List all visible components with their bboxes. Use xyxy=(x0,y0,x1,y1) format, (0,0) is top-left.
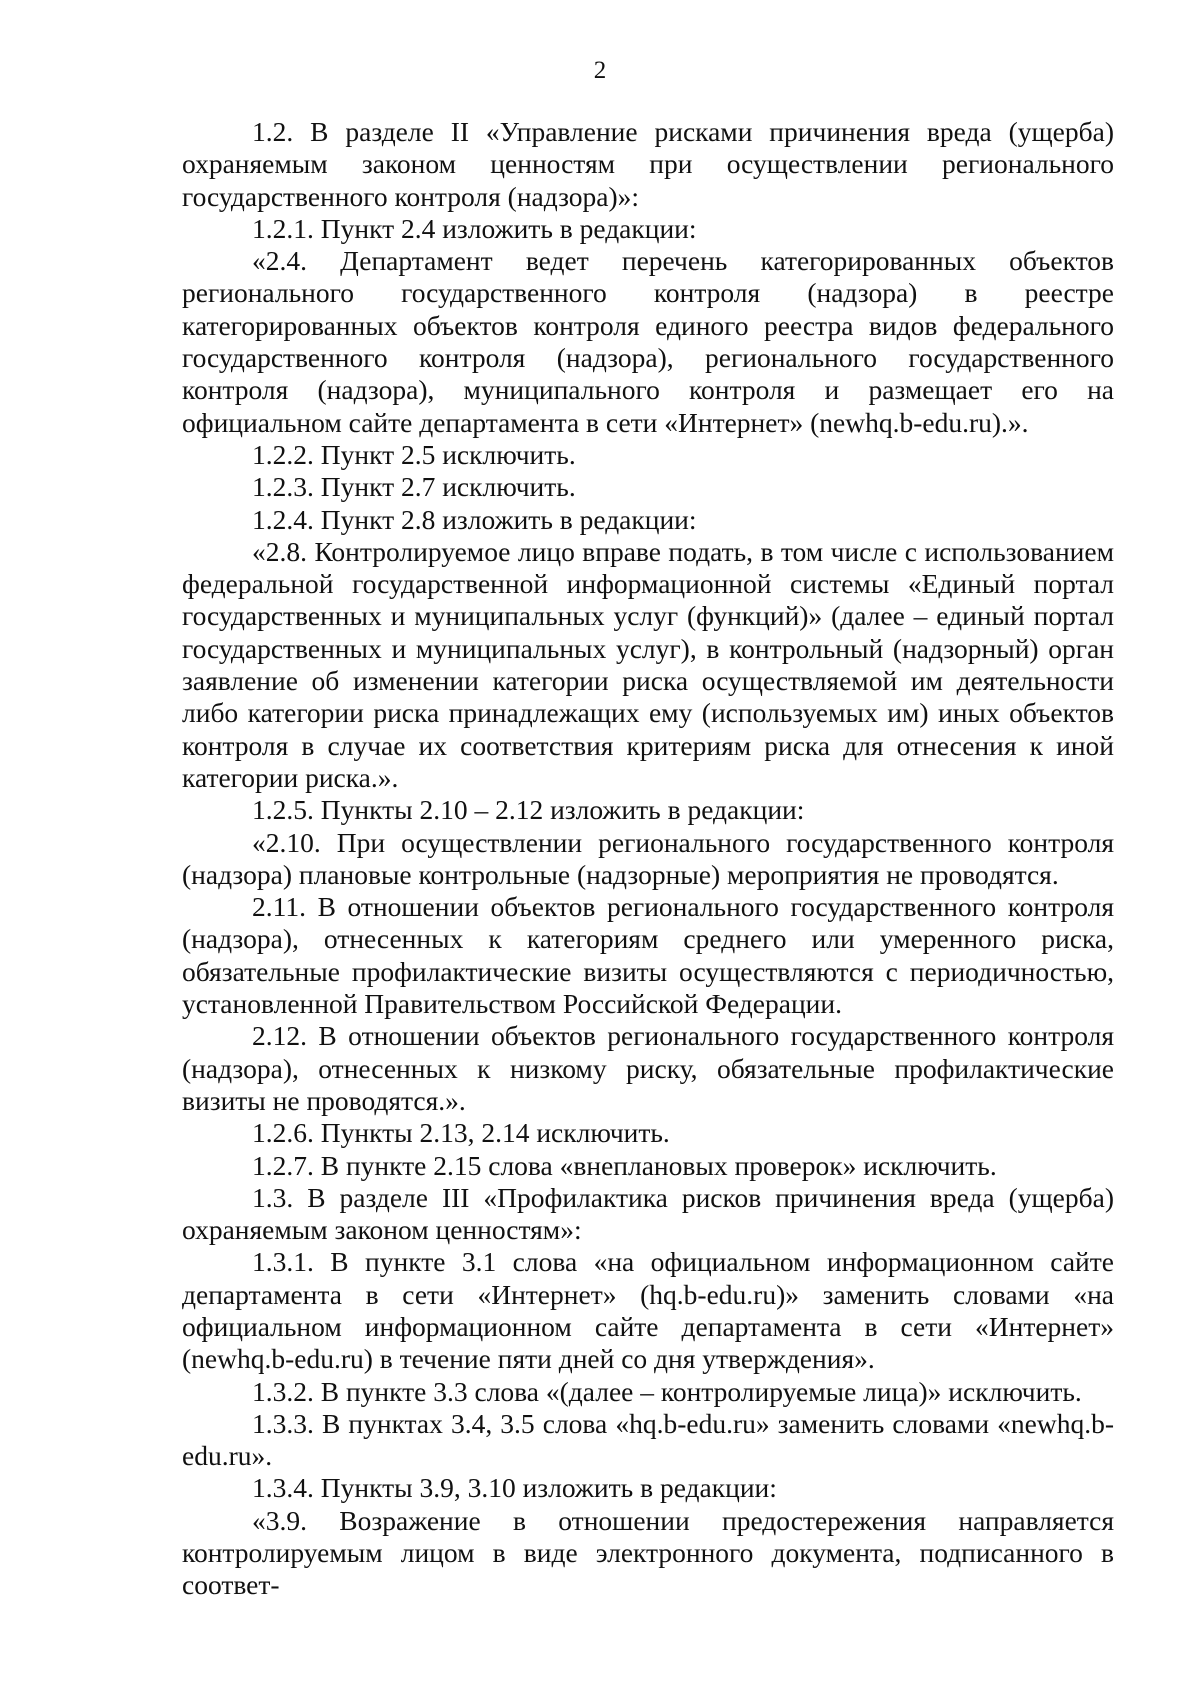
paragraph-1-2-5: 1.2.5. Пункты 2.10 – 2.12 изложить в редакции: xyxy=(252,794,805,826)
paragraph-quote-2-8: «2.8. Контролируемое лицо вправе подать, в том числе с использованием федеральной государственной информационной системы «Единый портал государственных и муниципальных услуг (функций)» (далее – единый портал государственных и муниципальных услуг), в контрольный (надзорный) орган заявление об изменении категории риска осуществляемой им деятельности либо категории риска принадлежащих ему (используемых им) иных объектов контроля в случае их соответствия критериям риска для отнесения к иной категории риска.». xyxy=(182,535,1114,793)
paragraph-1-2-3: 1.2.3. Пункт 2.7 исключить. xyxy=(252,471,576,503)
page-number: 2 xyxy=(593,57,607,84)
paragraph-1-2-1: 1.2.1. Пункт 2.4 изложить в редакции: xyxy=(252,212,697,244)
paragraph-quote-2-4: «2.4. Департамент ведет перечень категорированных объектов регионального государственного контроля (надзора) в реестре категорированных объектов контроля единого реестра видов федерального государственного контроля (надзора), регионального государственного контроля (надзора), муниципального контроля и размещает его на официальном сайте департамента в сети «Интернет» (newhq.b-edu.ru).». xyxy=(182,245,1114,438)
paragraph-1-3-2: 1.3.2. В пункте 3.3 слова «(далее – контролируемые лица)» исключить. xyxy=(252,1375,1082,1407)
paragraph-1-2-7: 1.2.7. В пункте 2.15 слова «внеплановых проверок» исключить. xyxy=(252,1149,997,1181)
paragraph-1-2: 1.2. В разделе II «Управление рисками причинения вреда (ущерба) охраняемым законом ценностям при осуществлении регионального государственного контроля (надзора)»: xyxy=(182,116,1114,212)
paragraph-2-11: 2.11. В отношении объектов регионального государственного контроля (надзора), отнесенных к категориям среднего или умеренного риска, обязательные профилактические визиты осуществляются с периодичностью, установленной Правительством Российской Федерации. xyxy=(182,891,1114,1020)
paragraph-quote-3-9: «3.9. Возражение в отношении предостережения направляется контролируемым лицом в виде электронного документа, подписанного в соответ- xyxy=(182,1504,1114,1601)
paragraph-1-2-2: 1.2.2. Пункт 2.5 исключить. xyxy=(252,438,576,470)
paragraph-1-3: 1.3. В разделе III «Профилактика рисков причинения вреда (ущерба) охраняемым законом ценностям»: xyxy=(182,1181,1114,1246)
paragraph-quote-2-10: «2.10. При осуществлении регионального государственного контроля (надзора) плановые контрольные (надзорные) мероприятия не проводятся. xyxy=(182,826,1114,890)
document-body xyxy=(182,116,1114,1602)
paragraph-1-3-1: 1.3.1. В пункте 3.1 слова «на официальном информационном сайте департамента в сети «Интернет» (hq.b-edu.ru)» заменить словами «на официальном информационном сайте департамента в сети «Интернет» (newhq.b-edu.ru) в течение пяти дней со дня утверждения». xyxy=(182,1246,1114,1375)
paragraph-1-2-6: 1.2.6. Пункты 2.13, 2.14 исключить. xyxy=(252,1117,670,1149)
paragraph-1-2-4: 1.2.4. Пункт 2.8 изложить в редакции: xyxy=(252,503,697,535)
paragraph-1-3-4: 1.3.4. Пункты 3.9, 3.10 изложить в редакции: xyxy=(252,1472,777,1504)
paragraph-2-12: 2.12. В отношении объектов регионального государственного контроля (надзора), отнесенных к низкому риску, обязательные профилактические визиты не проводятся.». xyxy=(182,1020,1114,1116)
paragraph-1-3-3: 1.3.3. В пунктах 3.4, 3.5 слова «hq.b-edu.ru» заменить словами «newhq.b-edu.ru». xyxy=(182,1407,1114,1472)
